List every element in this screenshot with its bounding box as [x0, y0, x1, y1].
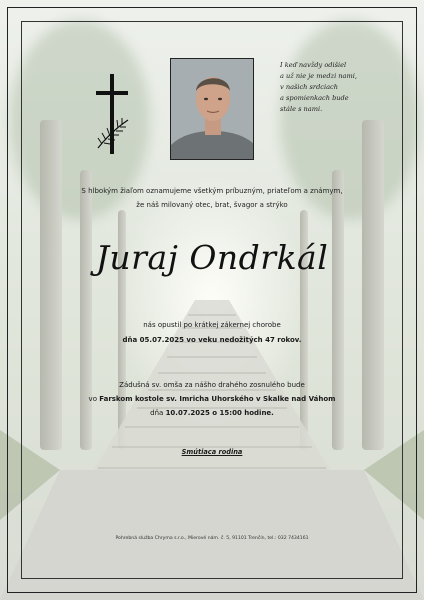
deceased-photo: [170, 58, 254, 160]
cross-icon: [96, 74, 130, 154]
funeral-service-footer: Pohrebná služba Chryma s.r.o., Mierové nám. č. 5, 91101 Trenčín, tel.: 032 7434161: [115, 536, 309, 541]
mass-date-line: dňa 10.07.2025 o 15:00 hodine.: [150, 409, 274, 417]
mass-datetime: 10.07.2025 o 15:00 hodine.: [165, 409, 274, 417]
poem-line: v našich srdciach: [280, 83, 338, 91]
announcement-intro: [40, 184, 384, 212]
intro-line: že náš milovaný otec, brat, švagor a strýko: [136, 201, 288, 209]
poem-line: a už nie je medzi nami,: [280, 72, 357, 80]
death-line: nás opustil po krátkej zákernej chorobe: [143, 321, 281, 329]
memorial-poem: [280, 60, 390, 115]
death-details: [40, 318, 384, 348]
mass-line: Zádušná sv. omša za nášho drahého zosnulého bude: [119, 381, 305, 389]
deceased-name: Juraj Ondrkál: [95, 238, 329, 277]
poem-line: stále s nami.: [280, 105, 323, 113]
portrait-icon: [171, 59, 254, 160]
grieving-family-signature: Smútiaca rodina: [181, 448, 243, 456]
church-name: Farskom kostole sv. Imricha Uhorského v Skalke nad Váhom: [99, 395, 336, 403]
mass-details: [40, 378, 384, 420]
mass-place-line: vo Farskom kostole sv. Imricha Uhorského v Skalke nad Váhom: [88, 395, 336, 403]
poem-line: I keď navždy odišiel: [280, 61, 347, 69]
death-date-line: dňa 05.07.2025 vo veku nedožitých 47 rokov.: [122, 336, 302, 344]
poem-line: a spomienkach bude: [280, 94, 349, 102]
intro-line: S hlbokým žiaľom oznamujeme všetkým príbuzným, priateľom a známym,: [81, 187, 343, 195]
